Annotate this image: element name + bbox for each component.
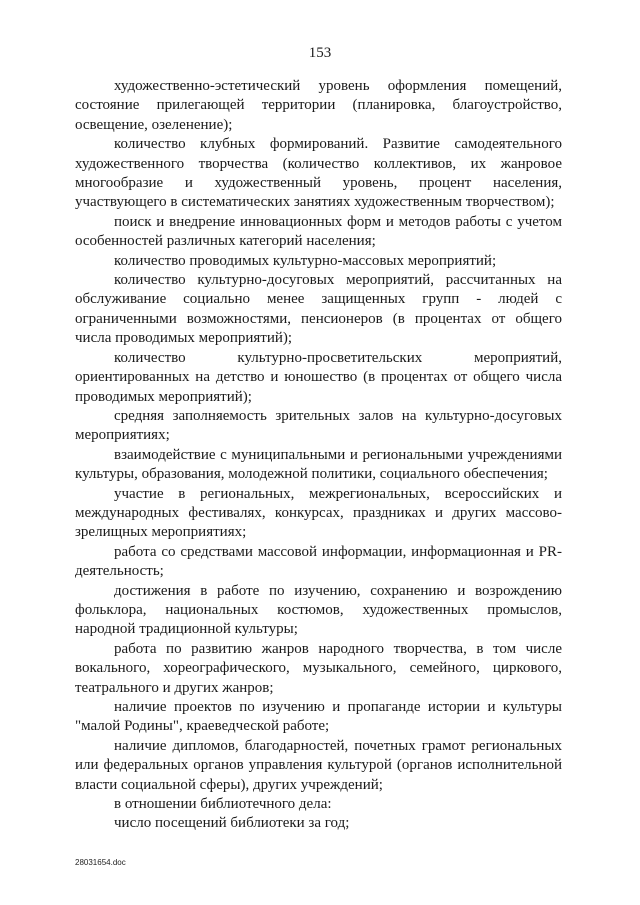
paragraph: число посещений библиотеки за год; — [114, 815, 350, 832]
paragraph: работа со средствами массовой информации, информационная и PR-деятельность; — [75, 543, 562, 580]
paragraph: работа по развитию жанров народного творчества, в том числе вокального, хореографического, музыкального, семейного, циркового, театрального и других жанров; — [75, 640, 562, 696]
paragraph: в отношении библиотечного дела: — [114, 796, 332, 813]
file-name-footer: 28031654.doc — [75, 858, 126, 867]
paragraph: достижения в работе по изучению, сохранению и возрождению фольклора, национальных костюмов, художественных промыслов, народной традиционной культуры; — [75, 582, 562, 638]
paragraph: наличие дипломов, благодарностей, почетных грамот региональных или федеральных органов управления культурой (органов исполнительной власти социальной сферы), других учреждений; — [75, 737, 562, 793]
paragraph: средняя заполняемость зрительных залов на культурно-досуговых мероприятиях; — [75, 407, 562, 444]
paragraph: участие в региональных, межрегиональных, всероссийских и международных фестивалях, конкурсах, праздниках и других массово-зрелищных мероприятиях; — [75, 485, 562, 541]
paragraph: количество проводимых культурно-массовых мероприятий; — [114, 252, 497, 269]
paragraph: наличие проектов по изучению и пропаганде истории и культуры "малой Родины", краеведческой работе; — [75, 699, 562, 735]
paragraph: количество культурно-просветительских мероприятий, ориентированных на детство и юношество (в процентах от общего числа проводимых мероприятий); — [75, 349, 562, 405]
paragraph: художественно-эстетический уровень оформления помещений, состояние прилегающей территории (планировка, благоустройство, освещение, озеленение); — [75, 78, 562, 133]
document-body — [75, 77, 562, 834]
paragraph: количество клубных формирований. Развитие самодеятельного художественного творчества (количество коллективов, их жанровое многообразие и художественный уровень, процент населения, участвующего в систематических занятиях художественным творчеством); — [75, 136, 562, 211]
paragraph: поиск и внедрение инновационных форм и методов работы с учетом особенностей различных категорий населения; — [75, 213, 562, 250]
page-number: 153 — [308, 45, 332, 61]
paragraph: количество культурно-досуговых мероприятий, рассчитанных на обслуживание социально менее защищенных групп - людей с ограниченными возможностями, пенсионеров (в процентах от общего числа проводимых мероприятий); — [75, 272, 562, 347]
paragraph: взаимодействие с муниципальными и региональными учреждениями культуры, образования, молодежной политики, социального обеспечения; — [75, 446, 562, 483]
